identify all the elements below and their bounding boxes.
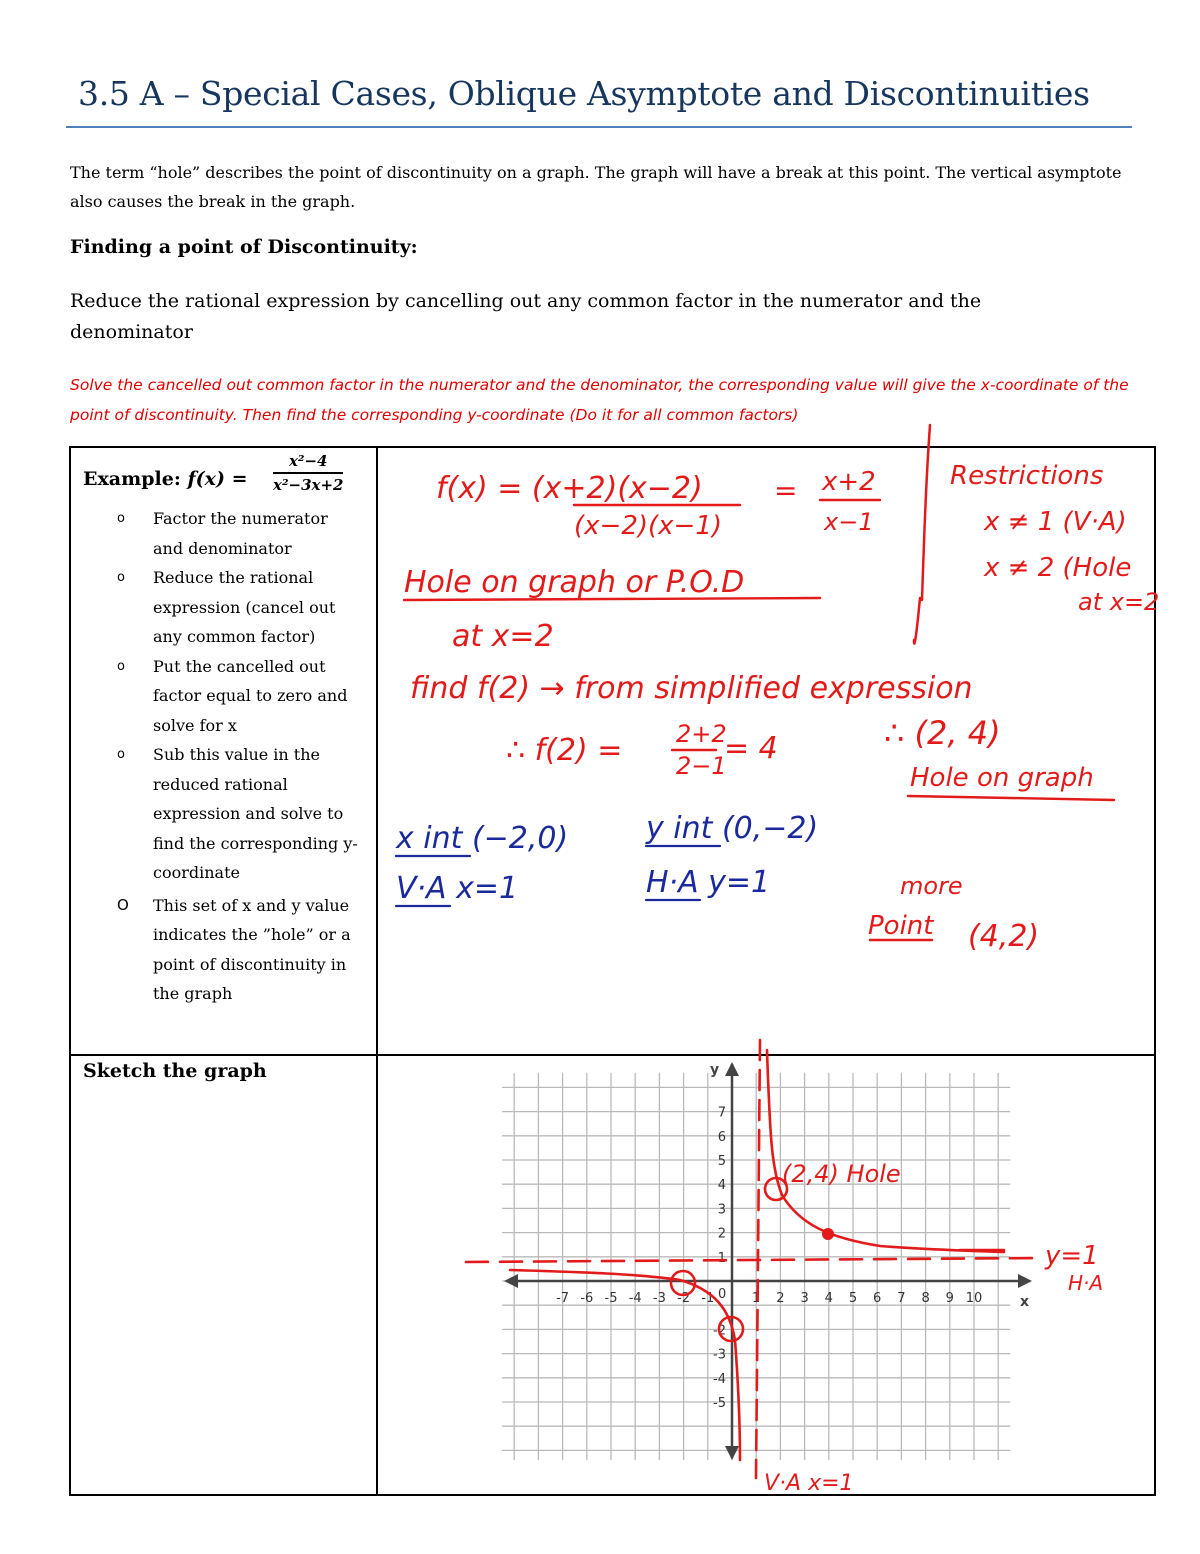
step-text: Factor the numerator and denominator (153, 509, 328, 558)
hw-restriction-2b: at x=2 (1078, 588, 1160, 616)
tick-label: -3 (652, 1291, 666, 1306)
hw-va: V·A x=1 (396, 871, 519, 906)
graph-annotations (466, 1040, 1040, 1478)
y-axis-arrow-up-icon (725, 1062, 739, 1076)
x-tick-labels (556, 1291, 982, 1306)
tick-label: 3 (800, 1291, 809, 1306)
tick-label: -6 (580, 1291, 594, 1306)
tick-label: 2 (717, 1226, 726, 1242)
horizontal-asymptote-line (466, 1258, 1040, 1262)
tick-label: 1 (717, 1250, 726, 1266)
tick-label: 7 (897, 1291, 906, 1306)
hw-hole-at: at x=2 (452, 619, 554, 654)
example-denominator: x²−3x+2 (273, 476, 344, 494)
hw-more-point-label: Point (868, 911, 934, 941)
tick-label: 2 (776, 1291, 785, 1306)
tick-label: 6 (717, 1129, 726, 1145)
intro-paragraph: The term “hole” describes the point of discontinuity on a graph. The graph will have a break at this point. The vertical asymptote also causes the break in the graph. (70, 163, 1122, 211)
tick-label: -3 (713, 1347, 726, 1363)
hole-on-graph-underline (908, 796, 1114, 800)
hw-calc-lhs: ∴ f(2) = (506, 733, 623, 768)
bullet-icon: O (117, 895, 129, 914)
tick-label: -1 (701, 1291, 715, 1306)
hw-hole-text: Hole on graph or P.O.D (404, 565, 745, 600)
hw-more-point: (4,2) (968, 919, 1040, 954)
tick-label: 4 (824, 1291, 833, 1306)
hw-x-int: x int (−2,0) (396, 821, 569, 856)
finding-heading: Finding a point of Discontinuity: (70, 236, 418, 258)
hw-restriction-2: x ≠ 2 (Hole (984, 553, 1132, 583)
tick-label: -2 (713, 1323, 726, 1339)
y-axis-label: y (710, 1062, 720, 1078)
curve-right-branch (767, 1050, 1004, 1252)
hw-calc-num: 2+2 (676, 720, 727, 748)
hw-find-text: find f(2) → from simplified expression (410, 671, 973, 706)
tick-label: 10 (965, 1291, 983, 1306)
y-axis-arrow-down-icon (725, 1446, 739, 1460)
bullet-icon: o (117, 747, 125, 762)
reduce-instruction: Reduce the rational expression by cancelling out any common factor in the numerator and the denominator (70, 290, 982, 343)
graph-handwritten-labels (764, 1160, 1103, 1496)
graph-hole-label: (2,4) Hole (782, 1160, 901, 1188)
tick-label: 7 (717, 1105, 726, 1121)
step-text: This set of x and y value indicates the ”hole” or a point of discontinuity in the graph (153, 895, 351, 1003)
tick-label: 3 (717, 1202, 726, 1218)
sketch-label: Sketch the graph (83, 1060, 267, 1082)
hw-calc-den: 2−1 (676, 752, 727, 780)
hw-line1-den: (x−2)(x−1) (574, 511, 723, 541)
bullet-icon: o (117, 511, 125, 526)
hw-calc-rhs: = 4 (724, 731, 778, 766)
hw-point-result: ∴ (2, 4) (884, 714, 1001, 752)
origin-label: 0 (718, 1287, 727, 1302)
red-note: Solve the cancelled out common factor in the numerator and the denominator, the corresponding value will give the x-coordinate of the point of discontinuity. Then find the corresponding y-coordinate (Do it for all common factors) (70, 376, 1129, 424)
tick-label: 5 (848, 1291, 858, 1306)
handwritten-blue (395, 811, 818, 906)
tick-label: 4 (717, 1178, 726, 1194)
hw-ha: H·A y=1 (646, 865, 771, 900)
y-tick-labels (713, 1106, 726, 1411)
hw-point-result-label: Hole on graph (910, 763, 1094, 793)
tick-label: 5 (717, 1154, 726, 1169)
example-word: Example: (83, 468, 181, 490)
example-function: f(x) = (187, 468, 248, 490)
tick-label: -2 (677, 1291, 691, 1306)
tick-label: -4 (628, 1291, 642, 1306)
tick-label: 1 (752, 1291, 761, 1306)
step-text: Sub this value in the reduced rational expression and solve to find the corresponding y-coordinate (153, 745, 358, 882)
tick-label: -7 (556, 1291, 570, 1306)
bullet-icon: o (117, 658, 125, 674)
bullet-icon: o (117, 570, 125, 585)
point-4-2-marker (822, 1228, 834, 1240)
tick-label: -5 (604, 1291, 618, 1306)
x-axis-arrow-left-icon (504, 1274, 518, 1288)
page-title: 3.5 A – Special Cases, Oblique Asymptote and Discontinuities (78, 74, 1090, 113)
hw-restriction-1: x ≠ 1 (V·A) (984, 507, 1127, 537)
tick-label: -4 (713, 1371, 726, 1387)
step-text: Reduce the rational expression (cancel out any common factor) (153, 568, 336, 646)
hw-simplified-den: x−1 (824, 508, 874, 536)
tick-label: -5 (713, 1396, 726, 1411)
hw-simplified-num: x+2 (822, 467, 876, 497)
step-text: Put the cancelled out factor equal to zero and solve for x (153, 656, 348, 735)
x-axis-arrow-right-icon (1018, 1274, 1032, 1288)
tick-label: 6 (873, 1291, 882, 1306)
x-axis-label: x (1020, 1294, 1030, 1310)
hw-restrictions-label: Restrictions (950, 461, 1104, 491)
graph-ha-label: y=1 (1045, 1241, 1099, 1271)
hw-line1: f(x) = (x+2)(x−2) (436, 471, 703, 506)
hw-line1-eq: = (774, 474, 798, 507)
graph-ha-label-2: H·A (1068, 1271, 1104, 1295)
tick-label: 9 (945, 1291, 954, 1306)
tick-label: 8 (921, 1291, 930, 1306)
example-numerator: x²−4 (273, 452, 343, 474)
graph-va-label: V·A x=1 (764, 1471, 854, 1496)
hw-more-label: more (900, 872, 963, 900)
divider-stroke (914, 425, 930, 644)
hw-y-int: y int (0,−2) (646, 811, 819, 846)
